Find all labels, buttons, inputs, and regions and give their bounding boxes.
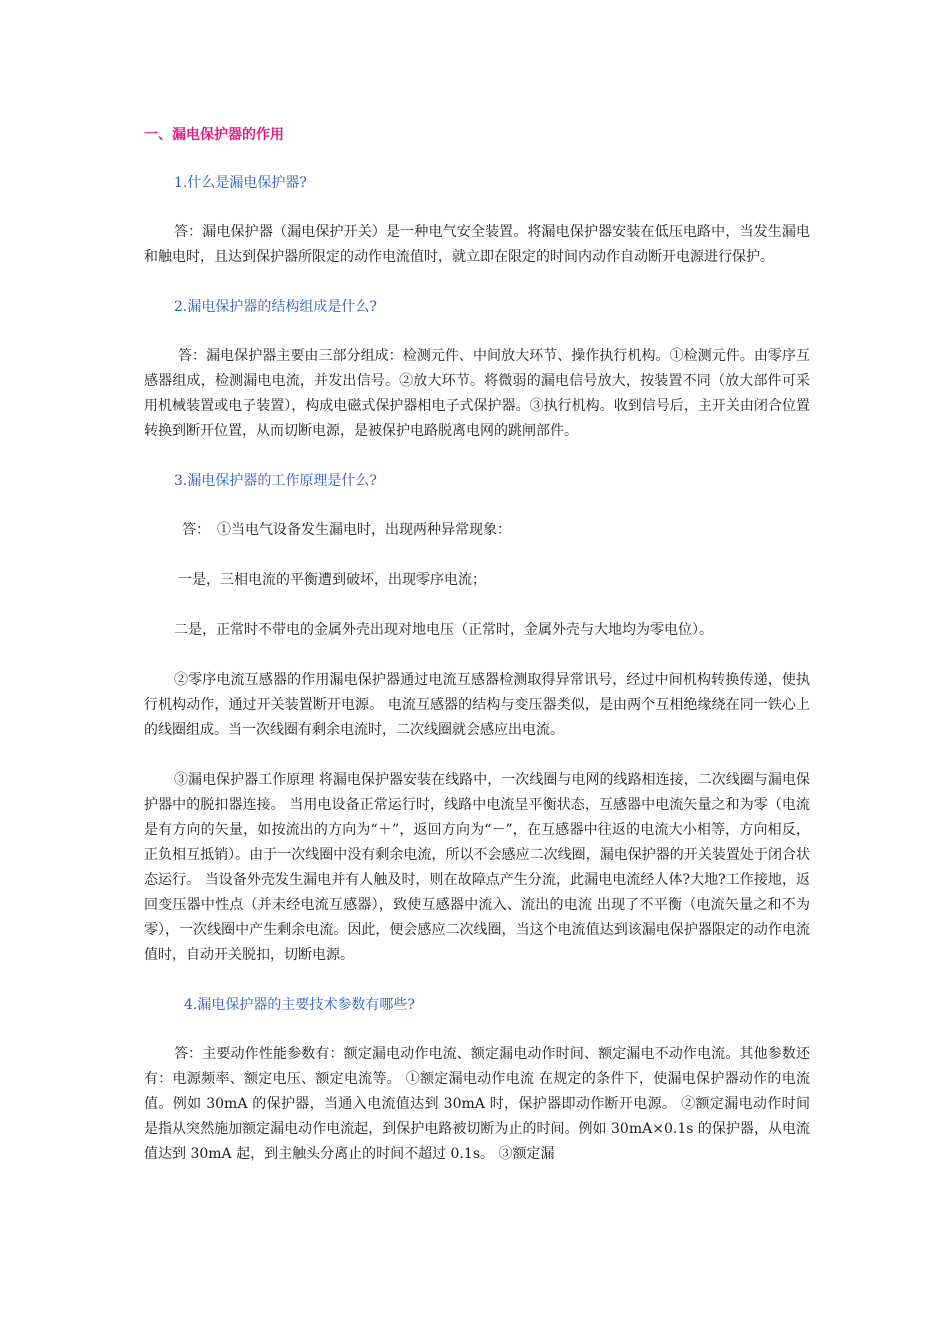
question-1-heading: 1.什么是漏电保护器? xyxy=(174,175,307,191)
question-2-answer: 答：漏电保护器主要由三部分组成：检测元件、中间放大环节、操作执行机构。①检测元件。由零序互感器组成，检测漏电电流，并发出信号。②放大环节。将微弱的漏电信号放大，按装置不同（放大部件可采用机械装置或电子装置），构成电磁式保护器相电子式保护器。③执行机构。收到信号后，主开关由闭合位置转换到断开位置，从而切断电源，是被保护电路脱离电网的跳闸部件。 xyxy=(144,348,810,439)
section-title: 一、漏电保护器的作用 xyxy=(144,127,284,143)
question-2-heading: 2.漏电保护器的结构组成是什么? xyxy=(174,299,377,315)
question-3-answer-intro: 答： ①当电气设备发生漏电时，出现两种异常现象： xyxy=(182,522,511,538)
question-3-point-two: 二是，正常时不带电的金属外壳出现对地电压（正常时，金属外壳与大地均为零电位）。 xyxy=(174,622,713,638)
question-3-heading: 3.漏电保护器的工作原理是什么? xyxy=(174,473,377,489)
document-body xyxy=(144,123,810,1167)
question-3-paragraph-two: ②零序电流互感器的作用漏电保护器通过电流互感器检测取得异常讯号，经过中间机构转换传递，使执行机构动作，通过开关装置断开电源。 电流互感器的结构与变压器类似，是由两个互相绝缘绕在同一铁心上的线圈组成。当一次线圈有剩余电流时，二次线圈就会感应出电流。 xyxy=(144,672,810,738)
question-3-paragraph-three: ③漏电保护器工作原理 将漏电保护器安装在线路中，一次线圈与电网的线路相连接，二次线圈与漏电保护器中的脱扣器连接。 当用电设备正常运行时，线路中电流呈平衡状态，互感器中电流矢量之和为零（电流是有方向的矢量，如按流出的方向为“＋”，返回方向为“－”，在互感器中往返的电流大小相等，方向相反，正负相互抵销）。由于一次线圈中没有剩余电流，所以不会感应二次线圈，漏电保护器的开关装置处于闭合状态运行。 当设备外壳发生漏电并有人触及时，则在故障点产生分流，此漏电电流经人体?大地?工作接地，返回变压器中性点（并未经电流互感器），致使互感器中流入、流出的电流 出现了不平衡（电流矢量之和不为零），一次线圈中产生剩余电流。因此，便会感应二次线圈，当这个电流值达到该漏电保护器限定的动作电流值时，自动开关脱扣，切断电源。 xyxy=(144,772,810,963)
question-4-heading: 4.漏电保护器的主要技术参数有哪些? xyxy=(184,997,415,1013)
question-3-point-one: 一是，三相电流的平衡遭到破坏，出现零序电流； xyxy=(178,572,486,588)
question-1-answer: 答：漏电保护器（漏电保护开关）是一种电气安全装置。将漏电保护器安装在低压电路中，当发生漏电和触电时，且达到保护器所限定的动作电流值时，就立即在限定的时间内动作自动断开电源进行保护。 xyxy=(144,224,810,265)
question-4-answer: 答：主要动作性能参数有：额定漏电动作电流、额定漏电动作时间、额定漏电不动作电流。其他参数还有：电源频率、额定电压、额定电流等。 ①额定漏电动作电流 在规定的条件下，使漏电保护器动作的电流值。例如 30mA 的保护器，当通入电流值达到 30mA 时，保护器即动作断开电源。 ②额定漏电动作时间 是指从突然施加额定漏电动作电流起，到保护电路被切断为止的时间。例如 30mA×0.1s 的保护器，从电流值达到 30mA 起，到主触头分离止的时间不超过 0.1s。 ③额定漏 xyxy=(144,1046,810,1162)
